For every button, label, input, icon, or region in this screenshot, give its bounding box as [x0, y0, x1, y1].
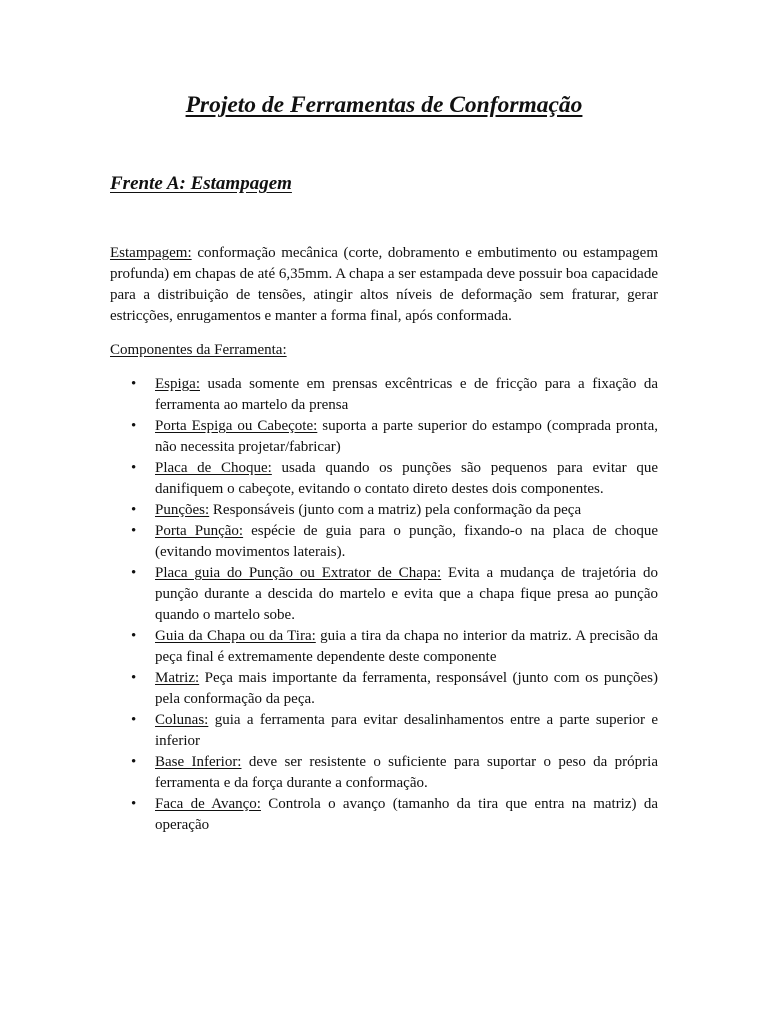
bullet-icon: • — [131, 418, 137, 434]
list-item — [110, 668, 658, 710]
component-description: usada quando os punções são pequenos para evitar que danifiquem o cabeçote, evitando o contato direto destes dois componentes. — [155, 460, 658, 497]
bullet-icon: • — [131, 796, 137, 812]
component-term: Punções: — [155, 502, 210, 518]
intro-term: Estampagem: — [110, 245, 192, 261]
component-description: Controla o avanço (tamanho da tira que entra na matriz) da operação — [155, 796, 658, 833]
component-term: Porta Espiga ou Cabeçote: — [155, 418, 318, 434]
bullet-icon: • — [131, 670, 137, 686]
list-item — [110, 521, 658, 563]
component-description: Responsáveis (junto com a matriz) pela conformação da peça — [209, 502, 582, 518]
component-description: suporta a parte superior do estampo (comprada pronta, não necessita projetar/fabricar) — [155, 418, 658, 455]
list-item — [110, 626, 658, 668]
list-item — [110, 794, 658, 836]
component-term: Espiga: — [155, 376, 200, 392]
section-subtitle: Frente A: Estampagem — [110, 173, 292, 194]
component-term: Porta Punção: — [155, 523, 244, 539]
component-term: Base Inferior: — [155, 754, 242, 770]
bullet-icon: • — [131, 712, 137, 728]
intro-text: conformação mecânica (corte, dobramento e embutimento ou estampagem profunda) em chapas de até 6,35mm. A chapa a ser estampada deve possuir boa capacidade para a distribuição de tensões, atingir altos níveis de deformação sem fraturar, gerar estricções, enrugamentos e manter a forma final, após conformada. — [110, 245, 658, 324]
component-description: Evita a mudança de trajetória do punção durante a descida do martelo e evita que a chapa fique presa ao punção quando o martelo sobe. — [155, 565, 658, 623]
list-item — [110, 752, 658, 794]
component-term: Placa guia do Punção ou Extrator de Chapa: — [155, 565, 442, 581]
bullet-icon: • — [131, 754, 137, 770]
component-term: Colunas: — [155, 712, 209, 728]
component-description: deve ser resistente o suficiente para suportar o peso da própria ferramenta e da força durante a conformação. — [155, 754, 658, 791]
document-title: Projeto de Ferramentas de Conformação — [185, 92, 583, 118]
component-term: Placa de Choque: — [155, 460, 272, 476]
intro-paragraph — [110, 243, 658, 327]
bullet-icon: • — [131, 628, 137, 644]
component-description: Peça mais importante da ferramenta, responsável (junto com os punções) pela conformação da peça. — [155, 670, 658, 707]
list-item — [110, 416, 658, 458]
component-description: guia a tira da chapa no interior da matriz. A precisão da peça final é extremamente dependente deste componente — [155, 628, 659, 665]
component-term: Matriz: — [155, 670, 200, 686]
component-description: usada somente em prensas excêntricas e de fricção para a fixação da ferramenta ao martelo da prensa — [155, 376, 658, 413]
bullet-icon: • — [131, 376, 137, 392]
list-item — [110, 374, 658, 416]
component-description: guia a ferramenta para evitar desalinhamentos entre a parte superior e inferior — [155, 712, 658, 749]
bullet-icon: • — [131, 460, 137, 476]
bullet-icon: • — [131, 523, 137, 539]
components-list — [110, 374, 658, 836]
list-item — [110, 710, 658, 752]
list-item — [110, 563, 658, 626]
component-term: Guia da Chapa ou da Tira: — [155, 628, 316, 644]
list-item — [110, 458, 658, 500]
component-description: espécie de guia para o punção, fixando-o na placa de choque (evitando movimentos laterais). — [155, 523, 658, 560]
bullet-icon: • — [131, 565, 137, 581]
bullet-icon: • — [131, 502, 137, 518]
component-term: Faca de Avanço: — [155, 796, 261, 812]
components-heading: Componentes da Ferramenta: — [110, 342, 287, 358]
list-item — [110, 500, 658, 521]
